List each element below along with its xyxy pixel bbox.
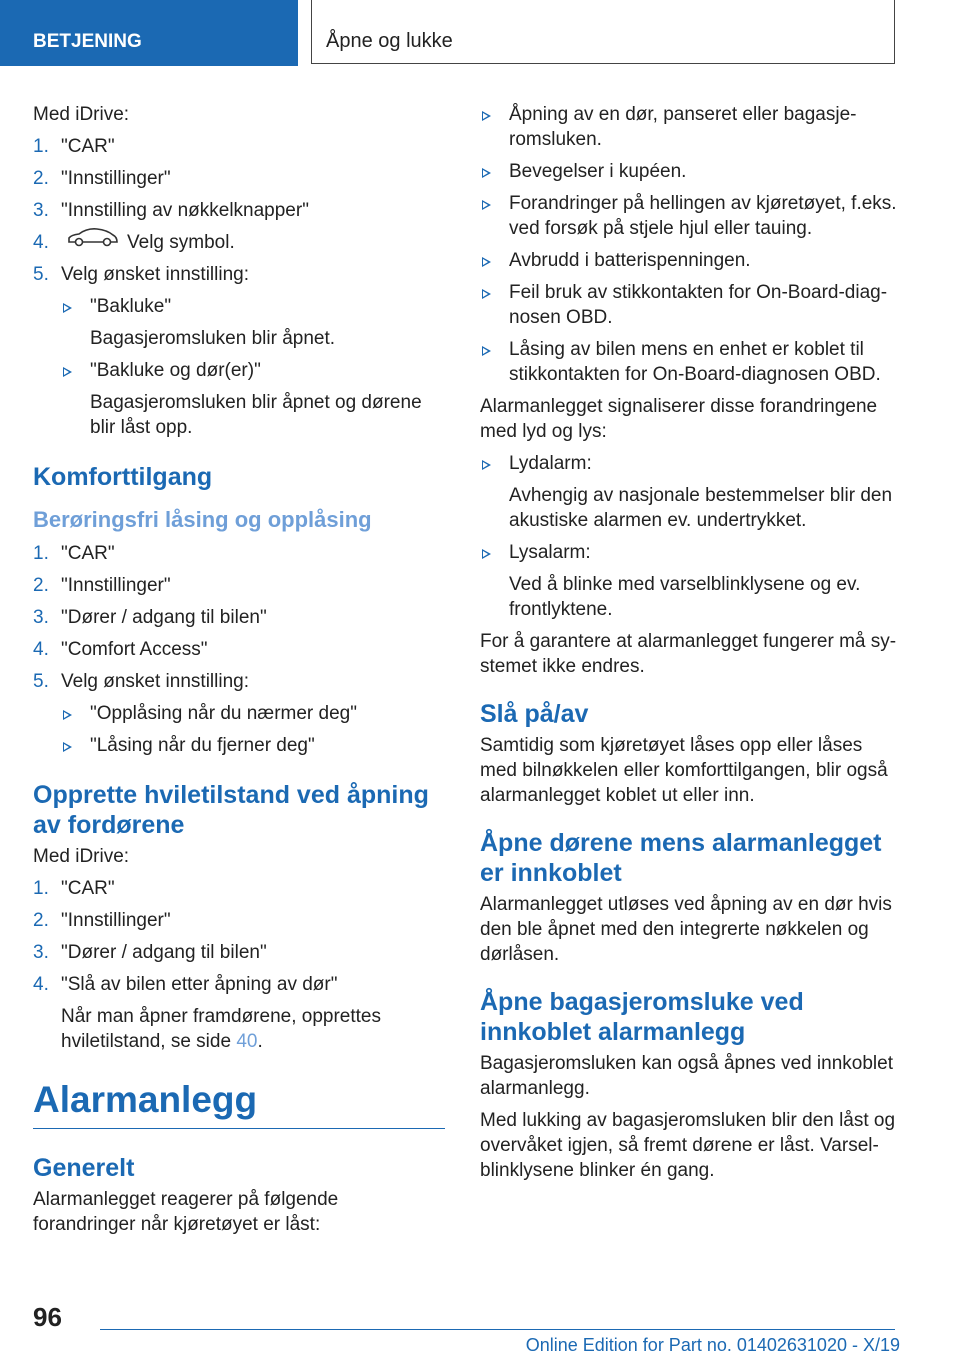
- list-item: [33, 541, 445, 566]
- triangle-bullet-icon: [63, 742, 72, 752]
- page-header: [0, 0, 960, 66]
- list-item: [480, 248, 898, 273]
- bullet-text: Avbrudd i batterispenningen.: [509, 250, 751, 271]
- note-text: Når man åpner framdørene, opprettes hviletilstand, se side: [61, 1006, 381, 1052]
- apne-dorene-text: Alarmanlegget utløses ved åpning av en dør hvis den ble åpnet med den integrerte nøkkelen og dørlåsen.: [480, 894, 892, 965]
- guarantee-text: For å garantere at alarmanlegget fungerer må systemet ikke endres.: [480, 631, 897, 677]
- intro-idrive-2: Med iDrive:: [33, 846, 130, 867]
- heading-alarmanlegg: Alarmanlegg: [33, 1078, 445, 1129]
- step-number: 3.: [33, 200, 49, 221]
- list-item: [33, 605, 445, 630]
- list-item: [33, 876, 445, 901]
- right-column: [480, 102, 898, 1190]
- steps-list-1: [33, 134, 445, 440]
- car-side-icon: [67, 227, 119, 254]
- list-item: [33, 637, 445, 662]
- steps-list-2: [33, 541, 445, 758]
- apne-bagasje-text-2: Med lukking av bagasjeromsluken blir den låst og overvåket igjen, så fremt dørene er låst. Varselblinklysene blinker én gang.: [480, 1110, 896, 1181]
- step-text: "CAR": [61, 543, 115, 564]
- step-text: Velg symbol.: [127, 232, 235, 253]
- page-link[interactable]: 40: [236, 1031, 258, 1052]
- list-item: [33, 134, 445, 159]
- step-text: "Comfort Access": [61, 639, 208, 660]
- list-item: [61, 358, 445, 440]
- sla-text: Samtidig som kjøretøyet låses opp eller låses med bilnøkkelen eller komforttilgangen, blir også alarmanlegget koblet ut eller inn.: [480, 735, 888, 806]
- list-item: [33, 972, 445, 1054]
- step-text: Velg ønsket innstilling:: [61, 264, 249, 285]
- bullet-text: Åpning av en dør, panseret eller bagasjeromsluken.: [509, 104, 857, 150]
- triangle-bullet-icon: [482, 200, 491, 210]
- list-item: [61, 294, 445, 351]
- heading-apne-bagasjeromsluke: Åpne bagasjeromsluke ved innkoblet alarmanlegg: [480, 988, 804, 1046]
- triangle-bullet-icon: [63, 367, 72, 377]
- list-item: [480, 337, 898, 387]
- option-label: "Låsing når du fjerner deg": [90, 735, 315, 756]
- step-text: "Innstillinger": [61, 575, 171, 596]
- step-number: 3.: [33, 942, 49, 963]
- bullet-text: Bevegelser i kupéen.: [509, 161, 687, 182]
- step-note: [61, 1004, 445, 1054]
- signal-text: Alarmanlegget signaliserer disse forandringene med lyd og lys:: [480, 396, 878, 442]
- step-text: Velg ønsket innstilling:: [61, 671, 249, 692]
- step-text: "Dører / adgang til bilen": [61, 607, 267, 628]
- option-desc: Bagasjeromsluken blir åpnet.: [90, 328, 336, 349]
- triangle-bullet-icon: [63, 710, 72, 720]
- step-number: 5.: [33, 671, 49, 692]
- bullet-text: Låsing av bilen mens en enhet er koblet til stikkontakten for On-Board-diagnosen OBD.: [509, 339, 881, 385]
- step-number: 5.: [33, 264, 49, 285]
- list-item: [33, 230, 445, 255]
- triangle-bullet-icon: [482, 346, 491, 356]
- step-number: 4.: [33, 974, 49, 995]
- option-label: "Bakluke og dør(er)": [90, 360, 261, 381]
- note-end: .: [257, 1031, 263, 1052]
- alarm-types-list: [480, 451, 898, 622]
- list-item: [33, 940, 445, 965]
- edition-text: Online Edition for Part no. 01402631020 - X/19: [525, 1335, 900, 1355]
- heading-opprette-hviletilstand: Opprette hviletilstand ved åpning av fordørene: [33, 781, 429, 839]
- list-item: [33, 166, 445, 191]
- triangle-bullet-icon: [482, 460, 491, 470]
- triangle-bullet-icon: [482, 257, 491, 267]
- triangle-bullet-icon: [63, 303, 72, 313]
- step-number: 2.: [33, 168, 49, 189]
- triangle-bullet-icon: [482, 549, 491, 559]
- triangle-bullet-icon: [482, 289, 491, 299]
- list-item: [33, 908, 445, 933]
- step-number: 3.: [33, 607, 49, 628]
- list-item: [61, 733, 445, 758]
- step-text: "Innstilling av nøkkelknapper": [61, 200, 309, 221]
- alarm-label: Lysalarm:: [509, 542, 591, 563]
- heading-apne-dorene: Åpne dørene mens alarmanlegget er innkoblet: [480, 829, 882, 887]
- step-number: 1.: [33, 136, 49, 157]
- bullet-text: Forandringer på hellingen av kjøretøyet, f.eks. ved forsøk på stjele hjul eller tauing.: [509, 193, 897, 239]
- list-item: [480, 102, 898, 152]
- step-number: 2.: [33, 575, 49, 596]
- heading-generelt: Generelt: [33, 1154, 135, 1182]
- step-text: "CAR": [61, 136, 115, 157]
- list-item: [33, 573, 445, 598]
- heading-sla-pa-av: Slå på/av: [480, 700, 589, 728]
- option-label: "Bakluke": [90, 296, 172, 317]
- list-item: [480, 159, 898, 184]
- step-text: "Slå av bilen etter åpning av dør": [61, 974, 338, 995]
- list-item: [61, 701, 445, 726]
- step-text: "CAR": [61, 878, 115, 899]
- list-item: [480, 540, 898, 622]
- option-list: [61, 294, 445, 440]
- generelt-text: Alarmanlegget reagerer på følgende forandringer når kjøretøyet er låst:: [33, 1189, 339, 1235]
- list-item: [33, 198, 445, 223]
- changes-list: [480, 102, 898, 387]
- heading-beroringsfri: Berøringsfri låsing og opplåsing: [33, 507, 372, 532]
- intro-idrive: Med iDrive:: [33, 104, 130, 125]
- alarm-label: Lydalarm:: [509, 453, 592, 474]
- section-label: BETJENING: [0, 0, 298, 66]
- alarm-desc: Ved å blinke med varselblinklysene og ev. frontlyktene.: [509, 574, 861, 620]
- option-list: [61, 701, 445, 758]
- bullet-text: Feil bruk av stikkontakten for On-Board-diagnosen OBD.: [509, 282, 888, 328]
- step-number: 1.: [33, 878, 49, 899]
- option-label: "Opplåsing når du nærmer deg": [90, 703, 357, 724]
- left-column: [33, 102, 445, 1244]
- option-desc: Bagasjeromsluken blir åpnet og dørene blir låst opp.: [90, 392, 422, 438]
- step-number: 2.: [33, 910, 49, 931]
- triangle-bullet-icon: [482, 168, 491, 178]
- step-text: "Dører / adgang til bilen": [61, 942, 267, 963]
- list-item: [480, 451, 898, 533]
- list-item: [480, 191, 898, 241]
- step-number: 1.: [33, 543, 49, 564]
- chapter-title: Åpne og lukke: [311, 0, 895, 64]
- triangle-bullet-icon: [482, 111, 491, 121]
- step-number: 4.: [33, 232, 49, 253]
- list-item: [33, 669, 445, 758]
- step-text: "Innstillinger": [61, 910, 171, 931]
- list-item: [480, 280, 898, 330]
- steps-list-3: [33, 876, 445, 1054]
- footer-divider: [100, 1329, 895, 1330]
- list-item: [33, 262, 445, 440]
- page-number: 96: [33, 1302, 62, 1332]
- alarm-desc: Avhengig av nasjonale bestemmelser blir den akustiske alarmen ev. undertrykket.: [509, 485, 893, 531]
- heading-komforttilgang: Komforttilgang: [33, 463, 213, 491]
- apne-bagasje-text-1: Bagasjeromsluken kan også åpnes ved innkoblet alarmanlegg.: [480, 1053, 893, 1099]
- step-text: "Innstillinger": [61, 168, 171, 189]
- step-number: 4.: [33, 639, 49, 660]
